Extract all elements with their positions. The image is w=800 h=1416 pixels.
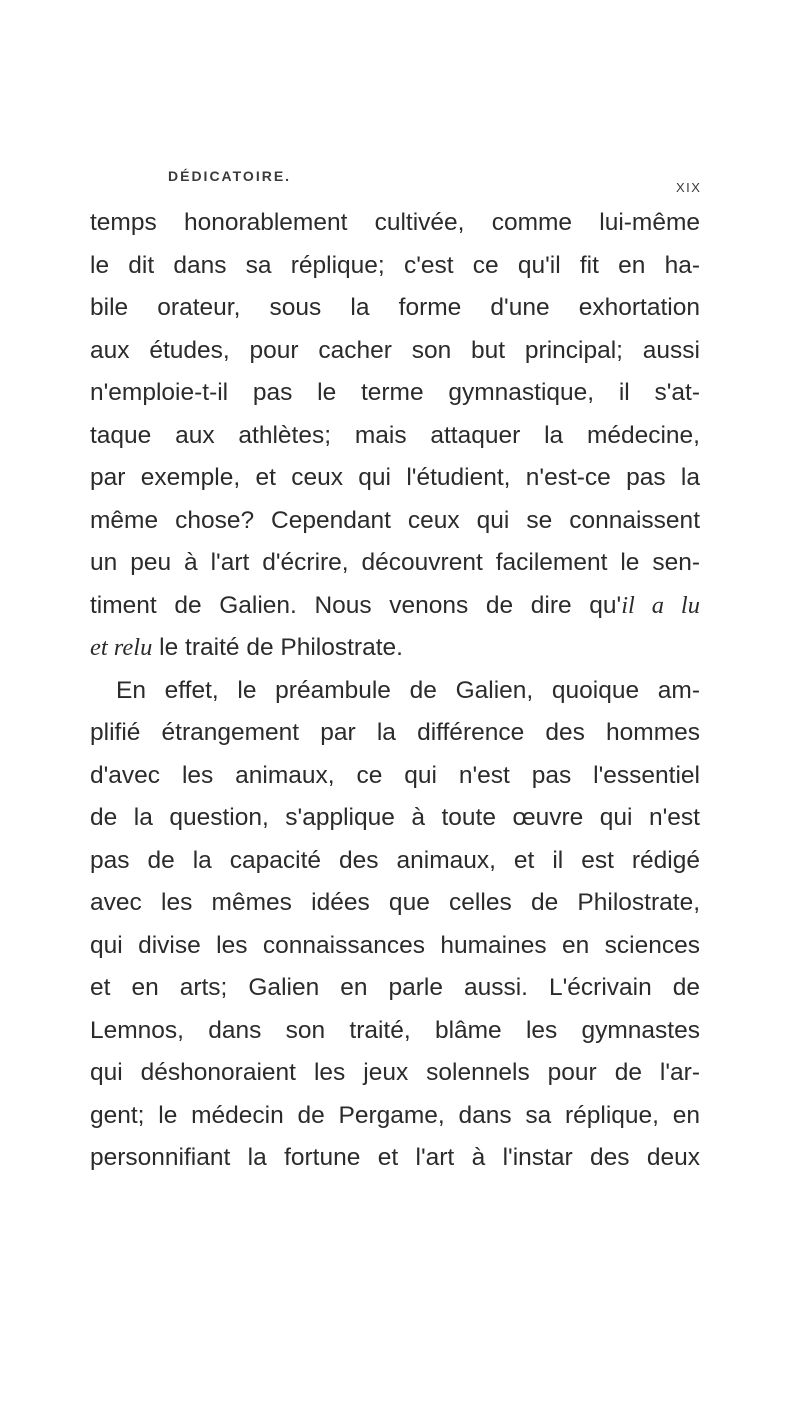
running-head: DÉDICATOIRE. bbox=[168, 168, 292, 184]
text-line-18: qui divise les connaissances humaines en sciences bbox=[90, 931, 700, 959]
text-line-11 bbox=[90, 627, 700, 670]
page-number: XIX bbox=[676, 180, 702, 195]
text-line-23: personnifiant la fortune et l'art à l'instar des deux bbox=[90, 1144, 700, 1171]
text-line-21: qui déshonoraient les jeux solennels pour de l'ar- bbox=[90, 1059, 700, 1086]
text-line-13: plifié étrangement par la différence des hommes bbox=[90, 719, 700, 746]
text-line-9: un peu à l'art d'écrire, découvrent facilement le sen- bbox=[90, 549, 700, 576]
italic-run: il a lu bbox=[621, 591, 700, 619]
text-line-7: par exemple, et ceux qui l'étudient, n'est-ce pas la bbox=[90, 464, 700, 491]
text-line-10 bbox=[90, 585, 700, 628]
text-line-5: n'emploie-t-il pas le terme gymnastique, il s'at- bbox=[90, 379, 700, 406]
text-run: le traité de Philostrate. bbox=[152, 634, 403, 661]
text-line-22: gent; le médecin de Pergame, dans sa réplique, en bbox=[90, 1101, 700, 1129]
text-line-20: Lemnos, dans son traité, blâme les gymnastes bbox=[90, 1016, 700, 1044]
text-line-3: bile orateur, sous la forme d'une exhortation bbox=[90, 294, 700, 321]
italic-run: et relu bbox=[90, 634, 153, 661]
text-line-8: même chose? Cependant ceux qui se connaissent bbox=[90, 506, 700, 534]
text-line-19: et en arts; Galien en parle aussi. L'écrivain de bbox=[90, 974, 700, 1001]
body-text bbox=[90, 202, 700, 1180]
text-line-12: En effet, le préambule de Galien, quoique am- bbox=[116, 676, 700, 704]
text-line-17: avec les mêmes idées que celles de Philostrate, bbox=[90, 889, 700, 916]
text-run: timent de Galien. Nous venons de dire qu' bbox=[90, 591, 622, 619]
text-line-15: de la question, s'applique à toute œuvre qui n'est bbox=[90, 804, 700, 831]
text-line-6: taque aux athlètes; mais attaquer la médecine, bbox=[90, 421, 700, 449]
text-line-14: d'avec les animaux, ce qui n'est pas l'essentiel bbox=[90, 761, 700, 789]
text-line-2: le dit dans sa réplique; c'est ce qu'il fit en ha- bbox=[90, 251, 700, 279]
text-line-1: temps honorablement cultivée, comme lui-même bbox=[90, 209, 700, 236]
text-line-16: pas de la capacité des animaux, et il est rédigé bbox=[90, 846, 700, 874]
text-line-4: aux études, pour cacher son but principal; aussi bbox=[90, 336, 700, 364]
